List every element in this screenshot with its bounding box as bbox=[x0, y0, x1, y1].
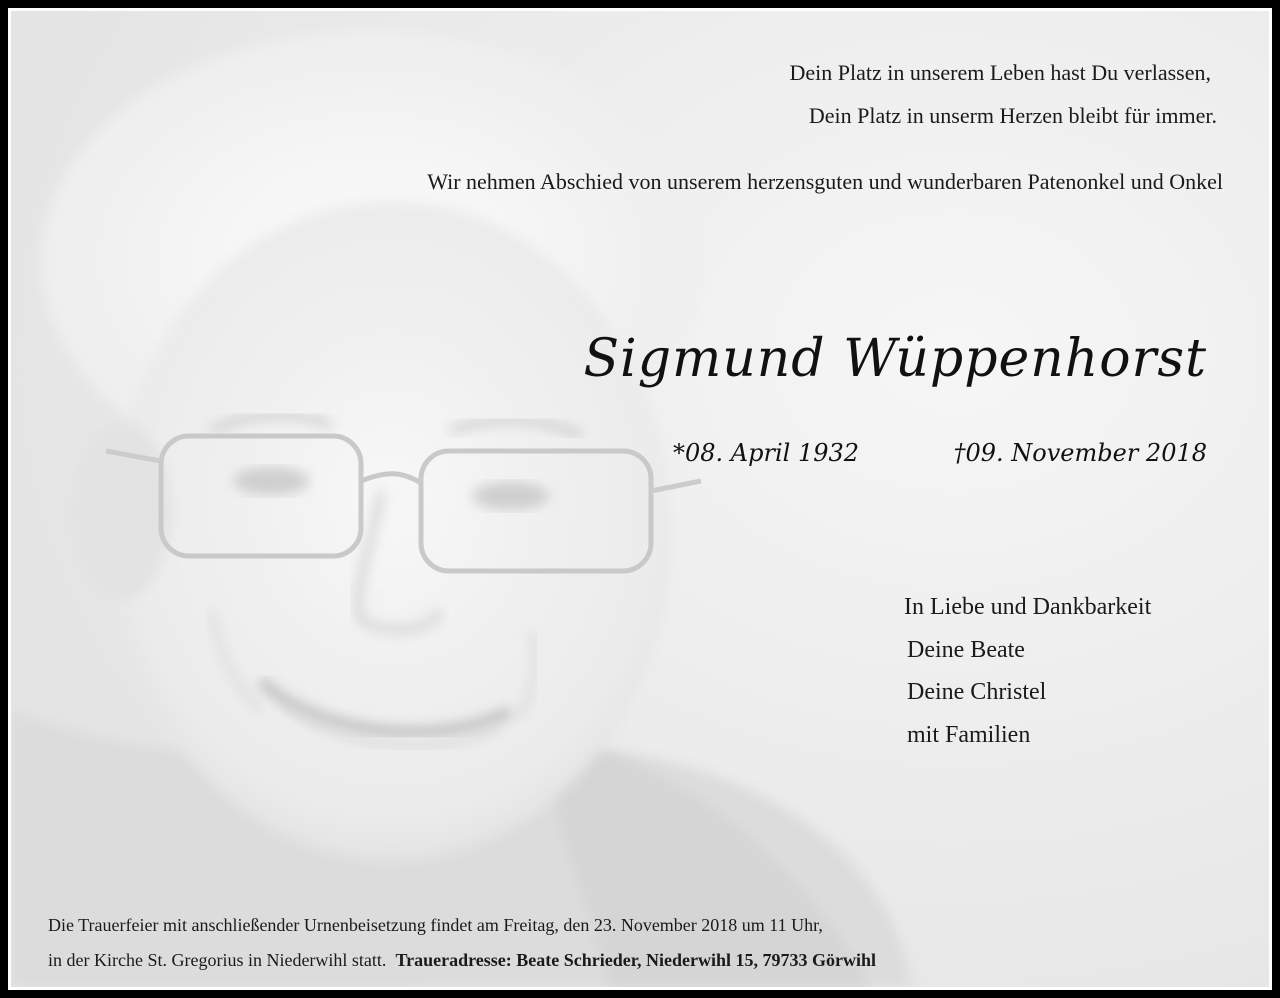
signature-line-4: mit Familien bbox=[907, 722, 1031, 748]
ceremony-info-line-2 bbox=[48, 950, 876, 971]
deceased-name: Sigmund Wüppenhorst bbox=[583, 329, 1207, 389]
signature-line-1: In Liebe und Dankbarkeit bbox=[904, 594, 1152, 620]
mourning-address: Traueradresse: Beate Schrieder, Niederwihl 15, 79733 Görwihl bbox=[395, 950, 877, 970]
ceremony-location: in der Kirche St. Gregorius in Niederwihl statt. bbox=[48, 950, 387, 970]
portrait-photo bbox=[11, 11, 1269, 987]
ceremony-info-line-1: Die Trauerfeier mit anschließender Urnenbeisetzung findet am Freitag, den 23. November 2018 um 11 Uhr, bbox=[48, 915, 823, 935]
death-date: †09. November 2018 bbox=[953, 439, 1207, 467]
obituary-card bbox=[8, 8, 1272, 990]
birth-date: *08. April 1932 bbox=[673, 439, 860, 467]
farewell-text: Wir nehmen Abschied von unserem herzensguten und wunderbaren Patenonkel und Onkel bbox=[427, 169, 1223, 194]
verse-line-2: Dein Platz in unserm Herzen bleibt für immer. bbox=[808, 103, 1217, 128]
signature-line-3: Deine Christel bbox=[907, 679, 1047, 705]
verse-line-1: Dein Platz in unserem Leben hast Du verlassen, bbox=[789, 60, 1211, 85]
signature-line-2: Deine Beate bbox=[907, 637, 1025, 663]
